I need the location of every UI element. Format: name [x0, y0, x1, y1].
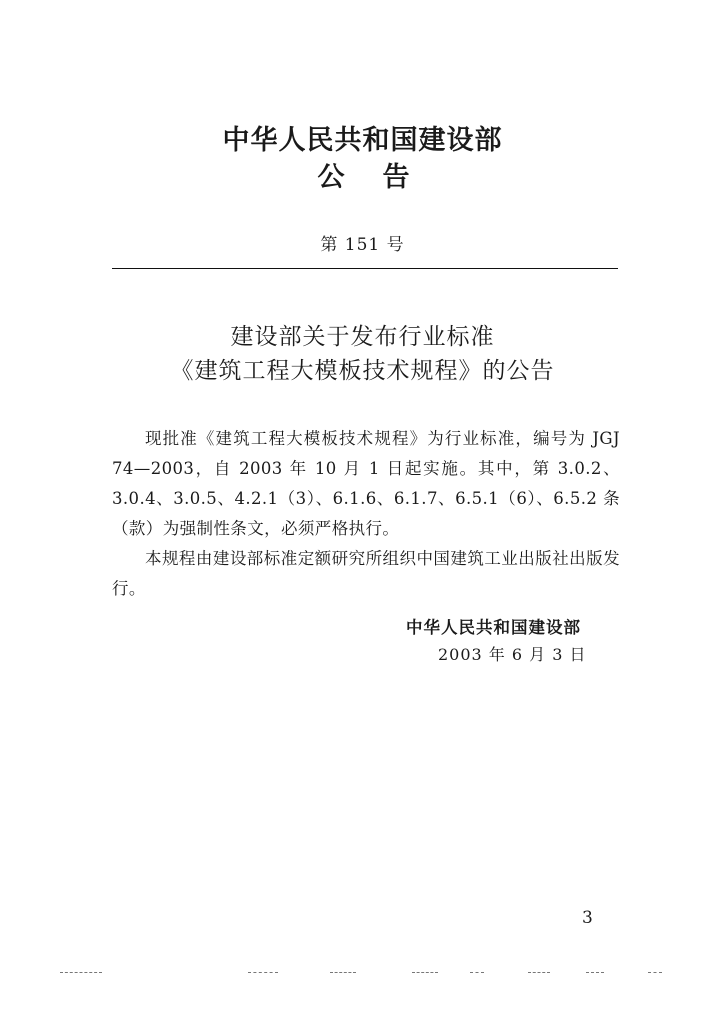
notice-number: 第 151 号: [320, 235, 405, 255]
announcement-body: [112, 424, 620, 604]
body-paragraph-approval: 现批准《建筑工程大模板技术规程》为行业标准，编号为 JGJ 74—2003，自 2003 年 10 月 1 日起实施。其中，第 3.0.2、3.0.4、3.0.5、4.2.1（3）、6.1.6、6.1.7、6.5.1（6）、6.5.2 条（款）为强制性条文，必须严格执行。: [112, 429, 620, 538]
document-type-heading: 公告: [317, 162, 448, 193]
subject-line-1: 建设部关于发布行业标准: [230, 324, 495, 350]
header-divider: [112, 268, 618, 269]
signature-organization: 中华人民共和国建设部: [406, 618, 581, 637]
page-number: 3: [582, 908, 593, 928]
signature-date: 2003 年 6 月 3 日: [438, 645, 587, 664]
scan-artifact-dashes: [0, 972, 725, 976]
subject-line-2: 《建筑工程大模板技术规程》的公告: [170, 358, 555, 384]
issuing-authority-title: 中华人民共和国建设部: [222, 125, 503, 156]
body-paragraph-publication: 本规程由建设部标准定额研究所组织中国建筑工业出版社出版发行。: [112, 549, 620, 598]
